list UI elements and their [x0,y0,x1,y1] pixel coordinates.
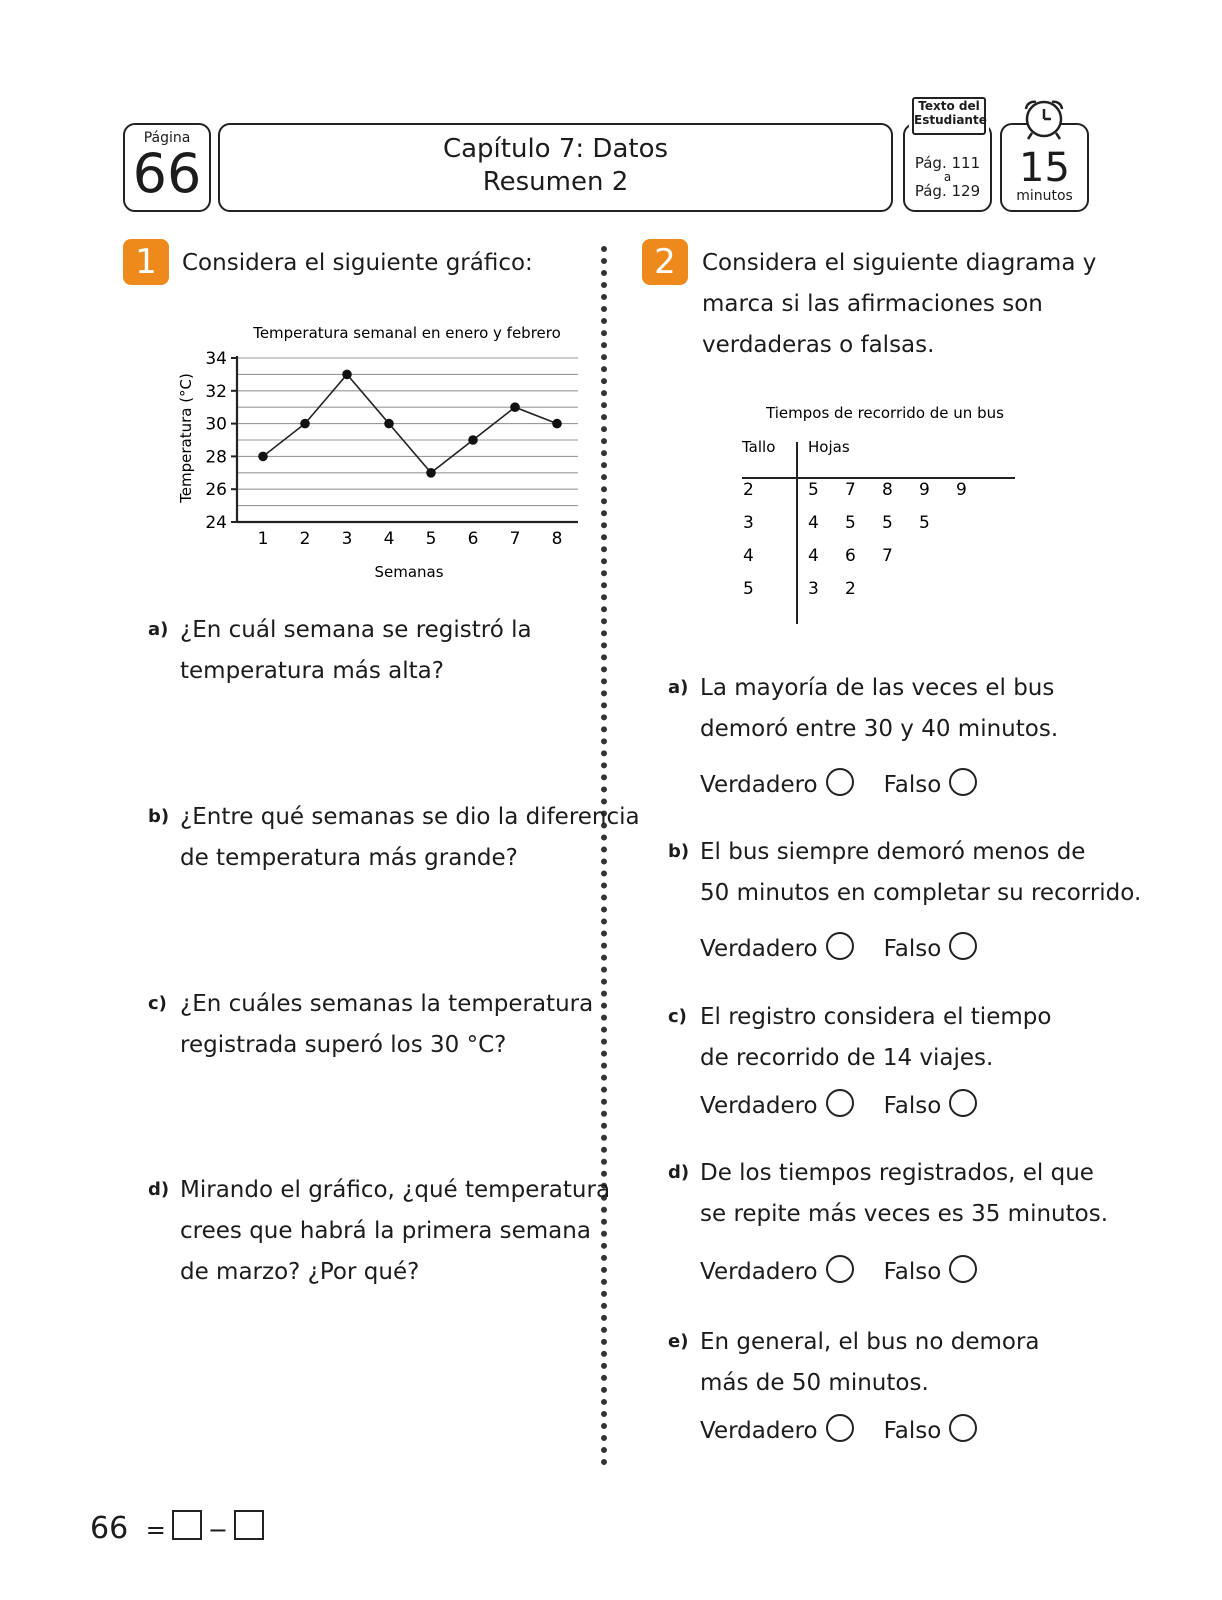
true-false-options [700,932,977,962]
y-tick-label: 34 [205,349,227,369]
statement-line: El bus siempre demoró menos de [700,839,1086,865]
question-label: a) [148,619,169,640]
answer-box-2[interactable] [234,1510,264,1540]
leaf-value: 4 [808,546,819,566]
question-text [180,984,593,1066]
data-point [258,452,268,462]
statement-text [700,997,1051,1079]
true-label: Verdadero [700,936,818,962]
x-tick-label: 2 [299,529,311,549]
statement-line: El registro considera el tiempo [700,1004,1052,1030]
data-point [468,435,478,445]
question-line: ¿Entre qué semanas se dio la diferencia [180,804,640,830]
question-line: Mirando el gráfico, ¿qué temperatura [180,1177,611,1203]
statement-label: a) [668,677,689,698]
chapter-title: Capítulo 7: Datos [442,134,669,164]
statement-line: En general, el bus no demora [700,1329,1040,1355]
false-label: Falso [883,936,942,962]
textbook-page-to: Pág. 129 [914,182,981,200]
true-false-options [700,1089,977,1119]
question-label: d) [148,1179,170,1200]
question-line: de temperatura más grande? [180,845,518,871]
time-value: 15 [1019,145,1070,191]
section-1-badge: 1 [123,239,169,285]
statement-text [700,1153,1108,1235]
leaf-header: Hojas [808,438,850,456]
false-radio[interactable] [949,1414,977,1442]
time-unit: minutos [1016,188,1073,204]
question-line: de marzo? ¿Por qué? [180,1259,420,1285]
leaf-value: 4 [808,513,819,533]
statement-label: e) [668,1331,689,1352]
leaf-value: 7 [845,480,856,500]
section-2-prompt [702,243,1096,366]
data-point [384,419,394,429]
true-label: Verdadero [700,1418,818,1444]
stem-and-leaf-plot [730,400,1030,630]
y-tick-label: 30 [205,414,227,435]
footer-minus: − [207,1516,228,1544]
y-tick-label: 28 [205,447,227,468]
y-tick-label: 32 [205,381,227,402]
true-label: Verdadero [700,772,818,798]
book-label-line1: Texto del [918,99,980,113]
statement-text [700,668,1058,750]
statement-text [700,1322,1040,1404]
question-text [180,1170,610,1293]
question-label: b) [148,806,170,827]
leaf-value: 5 [919,513,930,533]
true-false-options [700,1414,977,1444]
chart-x-axis-label: Semanas [374,563,444,581]
temperature-line-chart [170,310,590,590]
answer-box-1[interactable] [172,1510,202,1540]
true-label: Verdadero [700,1259,818,1285]
true-false-options [700,1255,977,1285]
false-radio[interactable] [949,932,977,960]
leaf-value: 8 [882,480,893,500]
page-label: Página [143,130,191,146]
x-tick-label: 3 [341,529,353,549]
footer-page-number: 66 [90,1511,129,1546]
leaf-value: 2 [845,579,856,599]
statement-line: 50 minutos en completar su recorrido. [700,880,1142,906]
false-label: Falso [883,1418,942,1444]
stem-value: 4 [743,546,754,566]
chart-y-axis-label: Temperatura (°C) [177,373,195,503]
x-tick-label: 7 [509,529,521,549]
page-number-box [123,123,211,212]
leaf-value: 6 [845,546,856,566]
leaf-value: 9 [956,480,967,500]
true-label: Verdadero [700,1093,818,1119]
true-radio[interactable] [826,932,854,960]
false-label: Falso [883,1093,942,1119]
x-tick-label: 8 [551,529,563,549]
section-2-badge: 2 [642,239,688,285]
statement-line: La mayoría de las veces el bus [700,675,1055,701]
stem-value: 5 [743,579,754,599]
false-label: Falso [883,772,942,798]
chart-title: Temperatura semanal en enero y febrero [253,324,561,342]
stem-value: 2 [743,480,754,500]
x-tick-label: 5 [425,529,437,549]
chapter-title-box [218,123,893,212]
true-radio[interactable] [826,1089,854,1117]
section-1-prompt: Considera el siguiente gráfico: [182,250,533,276]
data-point [552,419,562,429]
x-tick-label: 6 [467,529,479,549]
section-2-prompt-line: Considera el siguiente diagrama y [702,250,1097,276]
statement-line: más de 50 minutos. [700,1370,929,1396]
leaf-value: 7 [882,546,893,566]
statement-label: b) [668,841,690,862]
leaf-value: 5 [808,480,819,500]
footer-equals: = [145,1516,166,1544]
y-tick-label: 26 [205,480,227,501]
chapter-subtitle: Resumen 2 [482,167,629,197]
section-2-prompt-line: verdaderas o falsas. [702,332,935,358]
false-radio[interactable] [949,768,977,796]
leaf-value: 9 [919,480,930,500]
false-radio[interactable] [949,1089,977,1117]
stem-value: 3 [743,513,754,533]
leaf-value: 5 [882,513,893,533]
statement-label: c) [668,1006,687,1027]
alarm-clock-icon [1018,97,1070,147]
data-point [426,468,436,478]
false-radio[interactable] [949,1255,977,1283]
textbook-page-from: Pág. 111 [914,154,981,172]
data-point [510,402,520,412]
question-label: c) [148,993,167,1014]
question-line: ¿En cuáles semanas la temperatura [180,991,594,1017]
section-2-prompt-line: marca si las afirmaciones son [702,291,1043,317]
question-line: ¿En cuál semana se registró la [180,617,532,643]
question-text [180,797,640,879]
statement-line: de recorrido de 14 viajes. [700,1045,994,1071]
stem-header: Tallo [742,438,776,456]
footer-equation [90,1510,270,1546]
x-tick-label: 1 [257,529,269,549]
data-point [300,419,310,429]
x-tick-label: 4 [383,529,395,549]
question-line: crees que habrá la primera semana [180,1218,591,1244]
statement-line: demoró entre 30 y 40 minutos. [700,716,1059,742]
statement-text [700,832,1141,914]
statement-line: De los tiempos registrados, el que [700,1160,1094,1186]
textbook-reference-box [903,123,992,212]
statement-line: se repite más veces es 35 minutos. [700,1201,1109,1227]
question-line: temperatura más alta? [180,658,444,684]
data-point [342,370,352,380]
statement-label: d) [668,1162,690,1183]
true-radio[interactable] [826,768,854,796]
leaf-value: 3 [808,579,819,599]
leaf-value: 5 [845,513,856,533]
false-label: Falso [883,1259,942,1285]
stem-leaf-title: Tiempos de recorrido de un bus [766,404,1004,422]
book-label-line2: Estudiante [914,113,987,127]
question-text [180,610,532,692]
page-number: 66 [132,142,202,205]
y-tick-label: 24 [205,513,227,533]
true-false-options [700,768,977,798]
textbook-page-a: a [943,170,952,184]
true-radio[interactable] [826,1414,854,1442]
question-line: registrada superó los 30 °C? [180,1032,507,1058]
book-icon [909,95,989,135]
true-radio[interactable] [826,1255,854,1283]
